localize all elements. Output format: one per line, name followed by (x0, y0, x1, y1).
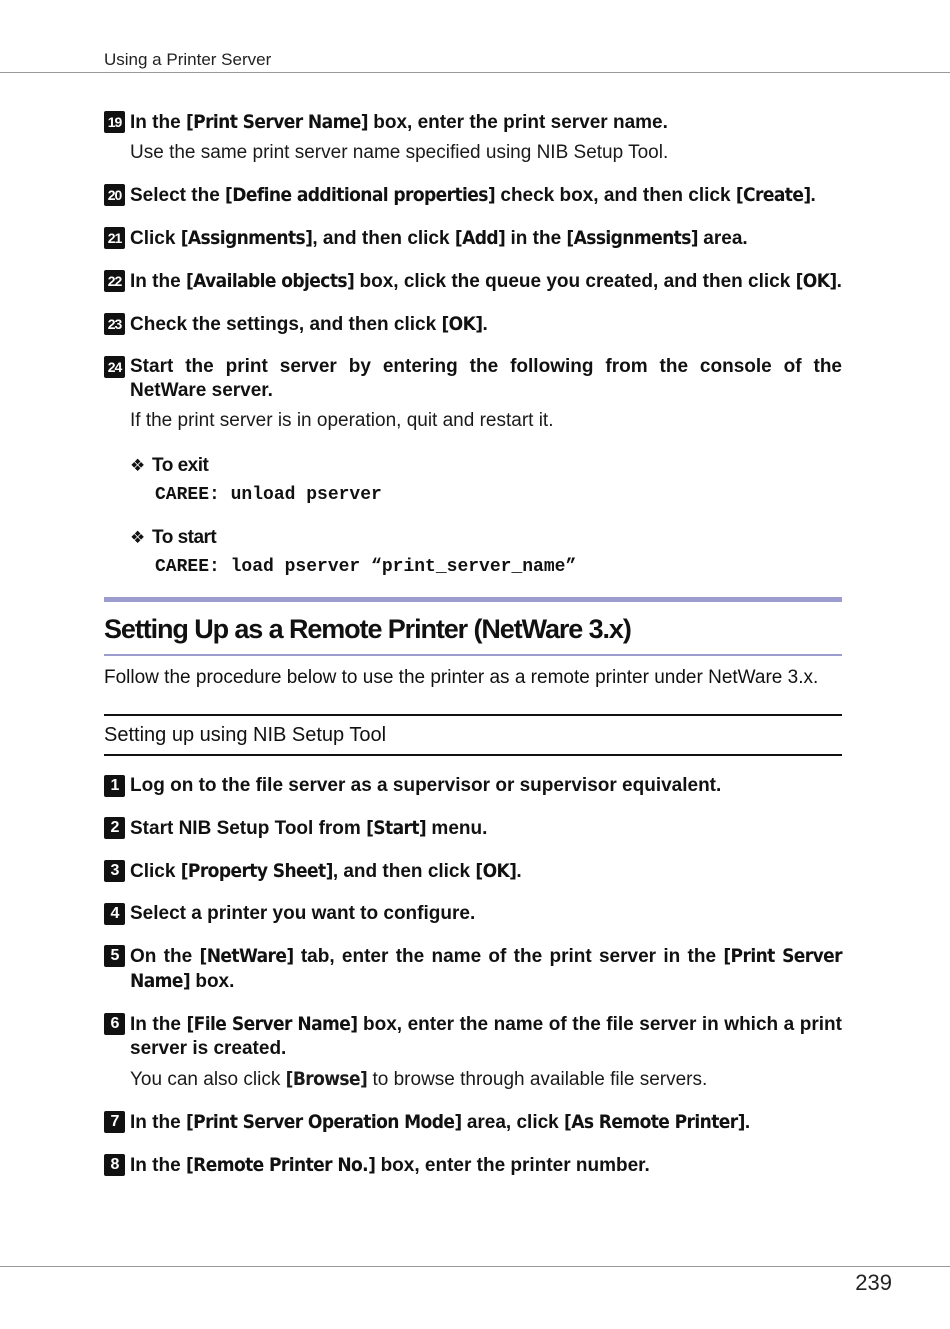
instruction-text: In the (130, 1014, 187, 1035)
instruction-text: . (810, 185, 816, 206)
step-21 (104, 226, 842, 251)
instruction-text: , and then click (332, 861, 476, 882)
instruction-text: Select a printer you want to configure. (130, 903, 476, 924)
step-number-badge: 5 (104, 945, 125, 967)
instruction-text: Click (130, 228, 181, 249)
instruction-text: . (482, 314, 488, 335)
ui-label: [Assignments] (566, 227, 699, 249)
running-header: Using a Printer Server (104, 50, 272, 69)
procedure-bottom-rule (104, 754, 842, 756)
step-instruction (130, 816, 842, 841)
instruction-text: Log on to the file server as a supervisor or supervisor equivalent. (130, 775, 722, 796)
step-instruction (130, 355, 842, 403)
instruction-text: You can also click (130, 1069, 286, 1090)
instruction-text: area. (698, 228, 748, 249)
instruction-text: . (836, 271, 842, 292)
ui-label: [OK] (475, 860, 517, 882)
sub-heading-text: To exit (152, 455, 209, 476)
header-rule (0, 72, 950, 73)
ui-label: [File Server Name] (186, 1013, 358, 1035)
step-5 (104, 944, 842, 994)
instruction-text: On the (130, 946, 200, 967)
step-instruction (130, 183, 842, 208)
console-command-item (130, 455, 842, 505)
step-number-badge: 24 (104, 356, 125, 378)
step-number-badge: 19 (104, 111, 125, 133)
instruction-text: In the (130, 112, 186, 133)
sub-heading (130, 455, 842, 477)
ui-label: [Property Sheet] (180, 860, 333, 882)
instruction-text: Select the (130, 185, 226, 206)
instruction-text: , and then click (312, 228, 455, 249)
section-title: Setting Up as a Remote Printer (NetWare 3.x) (104, 614, 631, 644)
step-instruction (130, 859, 842, 884)
instruction-text: box, enter the printer number. (375, 1155, 650, 1176)
step-instruction (130, 312, 842, 337)
instruction-text: Start the print server by entering the following from the console of the NetWare server. (130, 356, 842, 401)
step-number-badge: 7 (104, 1111, 125, 1133)
step-number-badge: 1 (104, 775, 125, 797)
step-note: Use the same print server name specified using NIB Setup Tool. (130, 142, 669, 163)
footer-rule (0, 1266, 950, 1267)
step-number-badge: 6 (104, 1013, 125, 1035)
ui-label: [Remote Printer No.] (185, 1154, 376, 1176)
instruction-text: to browse through available file servers. (367, 1069, 708, 1090)
ui-label: [As Remote Printer] (564, 1111, 745, 1133)
step-3 (104, 859, 842, 884)
step-instruction (130, 944, 842, 994)
ui-label: [Assignments] (180, 227, 313, 249)
step-instruction (130, 902, 842, 926)
step-7 (104, 1110, 842, 1135)
page-number: 239 (855, 1270, 892, 1295)
step-20 (104, 183, 842, 208)
section-bottom-rule (104, 654, 842, 656)
instruction-text: in the (505, 228, 567, 249)
console-command: CAREE: unload pserver (155, 485, 382, 505)
step-number-badge: 20 (104, 184, 125, 206)
step-note: If the print server is in operation, quit and restart it. (130, 410, 554, 431)
step-number-badge: 8 (104, 1154, 125, 1176)
step-1 (104, 774, 842, 798)
steps-bottom-list (104, 774, 842, 1178)
step-8 (104, 1153, 842, 1178)
console-commands (104, 455, 842, 577)
ui-label: [Print Server Name] (185, 111, 368, 133)
ui-label: [NetWare] (199, 945, 294, 967)
step-4 (104, 902, 842, 926)
page-content (104, 110, 842, 1178)
ui-label: [Print Server Operation Mode] (185, 1111, 462, 1133)
instruction-text: box. (190, 971, 235, 992)
instruction-text: box, enter the print server name. (368, 112, 668, 133)
ui-label: [Browse] (285, 1068, 368, 1090)
diamond-bullet-icon: ❖ (130, 528, 145, 547)
instruction-text: Check the settings, and then click (130, 314, 442, 335)
steps-top-list (104, 110, 842, 433)
diamond-bullet-icon: ❖ (130, 456, 145, 475)
console-command-item (130, 527, 842, 577)
step-instruction (130, 1153, 842, 1178)
procedure-title: Setting up using NIB Setup Tool (104, 724, 387, 746)
ui-label: [Create] (735, 184, 811, 206)
step-instruction (130, 110, 842, 135)
instruction-text: tab, enter the name of the print server in the (293, 946, 724, 967)
sub-heading-text: To start (152, 527, 217, 548)
step-number-badge: 21 (104, 227, 125, 249)
step-6 (104, 1012, 842, 1092)
step-number-badge: 23 (104, 313, 125, 335)
instruction-text: Click (130, 861, 181, 882)
section-top-rule (104, 597, 842, 602)
step-instruction (130, 269, 842, 294)
step-number-badge: 22 (104, 270, 125, 292)
step-number-badge: 3 (104, 860, 125, 882)
step-22 (104, 269, 842, 294)
ui-label: [Print Server Name] (130, 945, 842, 992)
console-command: CAREE: load pserver “print_server_name” (155, 557, 577, 577)
step-19 (104, 110, 842, 165)
ui-label: [Start] (366, 817, 427, 839)
step-note (130, 1067, 842, 1092)
instruction-text: check box, and then click (495, 185, 736, 206)
ui-label: [Available objects] (185, 270, 355, 292)
step-instruction (130, 226, 842, 251)
step-number-badge: 2 (104, 817, 125, 839)
instruction-text: . (516, 861, 522, 882)
ui-label: [Define additional properties] (225, 184, 496, 206)
instruction-text: In the (130, 1155, 186, 1176)
section-intro: Follow the procedure below to use the printer as a remote printer under NetWare 3.x. (104, 667, 819, 688)
instruction-text: box, click the queue you created, and then click (354, 271, 796, 292)
ui-label: [OK] (795, 270, 837, 292)
step-number-badge: 4 (104, 903, 125, 925)
instruction-text: area, click (461, 1112, 565, 1133)
sub-heading (130, 527, 842, 549)
instruction-text: Start NIB Setup Tool from (130, 818, 367, 839)
instruction-text: In the (130, 1112, 186, 1133)
ui-label: [OK] (441, 313, 483, 335)
procedure-block (104, 714, 842, 756)
step-2 (104, 816, 842, 841)
instruction-text: In the (130, 271, 186, 292)
step-instruction (130, 774, 842, 798)
step-instruction (130, 1110, 842, 1135)
step-24 (104, 355, 842, 433)
ui-label: [Add] (454, 227, 506, 249)
step-23 (104, 312, 842, 337)
step-instruction (130, 1012, 842, 1061)
instruction-text: box, enter the name of the file server in which a print server is created. (130, 1014, 842, 1059)
instruction-text: menu. (426, 818, 488, 839)
instruction-text: . (744, 1112, 751, 1133)
